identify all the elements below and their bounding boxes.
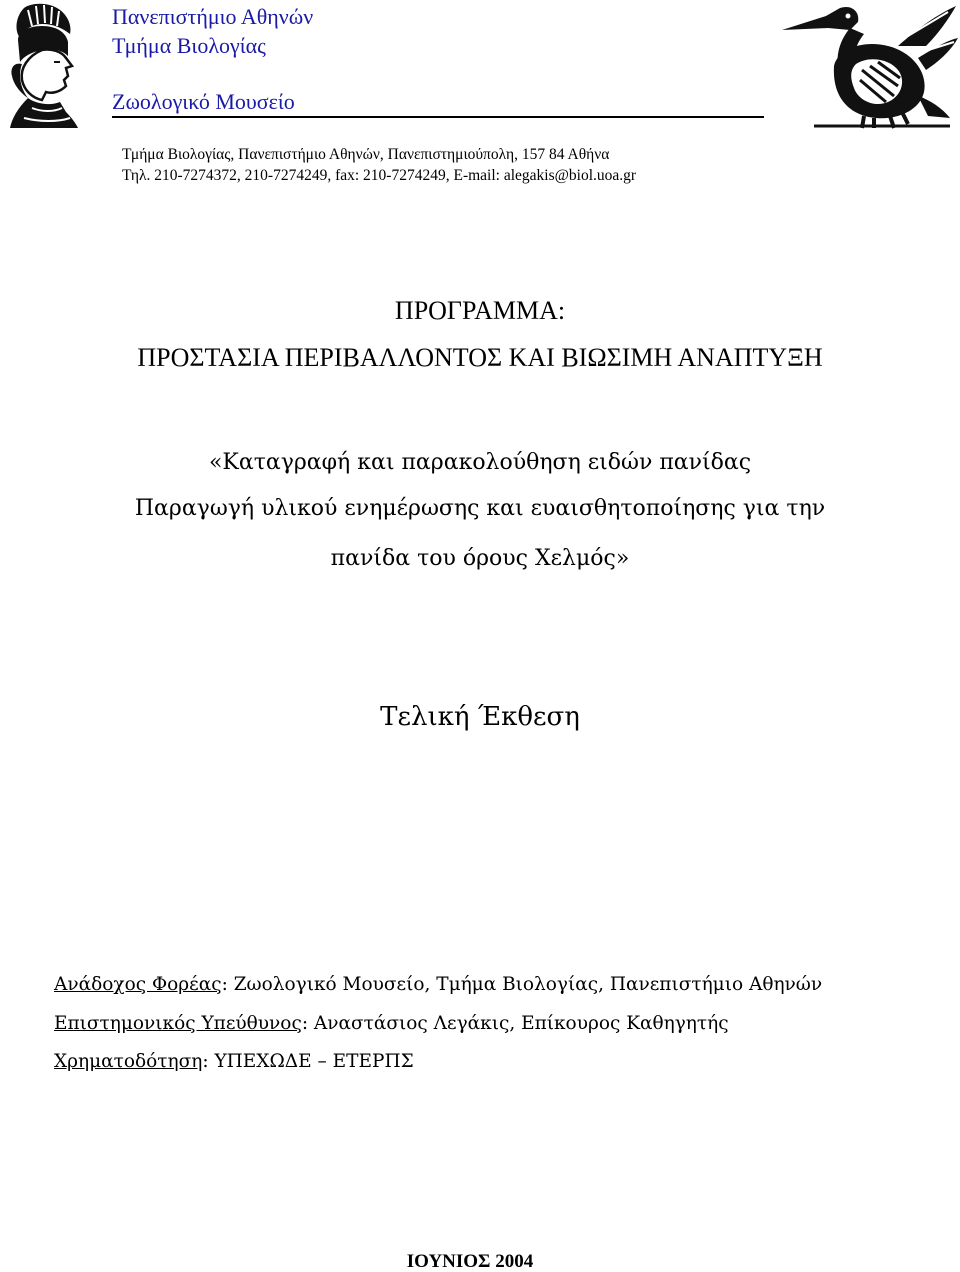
museum-name: Ζωολογικό Μουσείο — [112, 89, 295, 114]
report-date: ΙΟΥΝΙΟΣ 2004 — [406, 1251, 534, 1272]
programme-label: ΠΡΟΓΡΑΜΜΑ: — [394, 296, 566, 325]
project-title-line-2: Παραγωγή υλικού ενημέρωσης και ευαισθητοποίησης για την — [134, 496, 826, 521]
university-name: Πανεπιστήμιο Αθηνών — [112, 4, 314, 29]
department-name: Τμήμα Βιολογίας — [112, 33, 266, 58]
project-title-line-1: «Καταγραφή και παρακολούθηση ειδών πανίδας — [208, 450, 752, 475]
project-title-line-3: πανίδα του όρους Χελμός» — [330, 546, 630, 571]
report-title: Τελική Έκθεση — [380, 702, 580, 732]
manager-value: : Αναστάσιος Λεγάκις, Επίκουρος Καθηγητής — [301, 1013, 729, 1034]
contractor-line — [54, 976, 822, 995]
funding-line — [54, 1053, 414, 1072]
funding-value: : ΥΠΕΧΩΔΕ – ΕΤΕΡΠΣ — [202, 1051, 414, 1072]
programme-name: ΠΡΟΣΤΑΣΙΑ ΠΕΡΙΒΑΛΛΟΝΤΟΣ ΚΑΙ ΒΙΩΣΙΜΗ ΑΝΑΠΤΥΞΗ — [137, 343, 823, 372]
manager-label: Επιστημονικός Υπεύθυνος — [54, 1013, 302, 1034]
bird-emblem-icon — [778, 0, 960, 130]
athena-head-icon — [2, 0, 108, 128]
contact-details: Τηλ. 210-7274372, 210-7274249, fax: 210-7274249, E-mail: alegakis@biol.uoa.gr — [122, 167, 637, 184]
contractor-label: Ανάδοχος Φορέας — [54, 974, 222, 995]
header-divider — [112, 116, 764, 118]
contractor-value: : Ζωολογικό Μουσείο, Τμήμα Βιολογίας, Πανεπιστήμιο Αθηνών — [221, 974, 823, 995]
manager-line — [54, 1015, 729, 1034]
funding-label: Χρηματοδότηση — [54, 1051, 203, 1072]
postal-address: Τμήμα Βιολογίας, Πανεπιστήμιο Αθηνών, Πανεπιστημιούπολη, 157 84 Αθήνα — [122, 146, 610, 163]
